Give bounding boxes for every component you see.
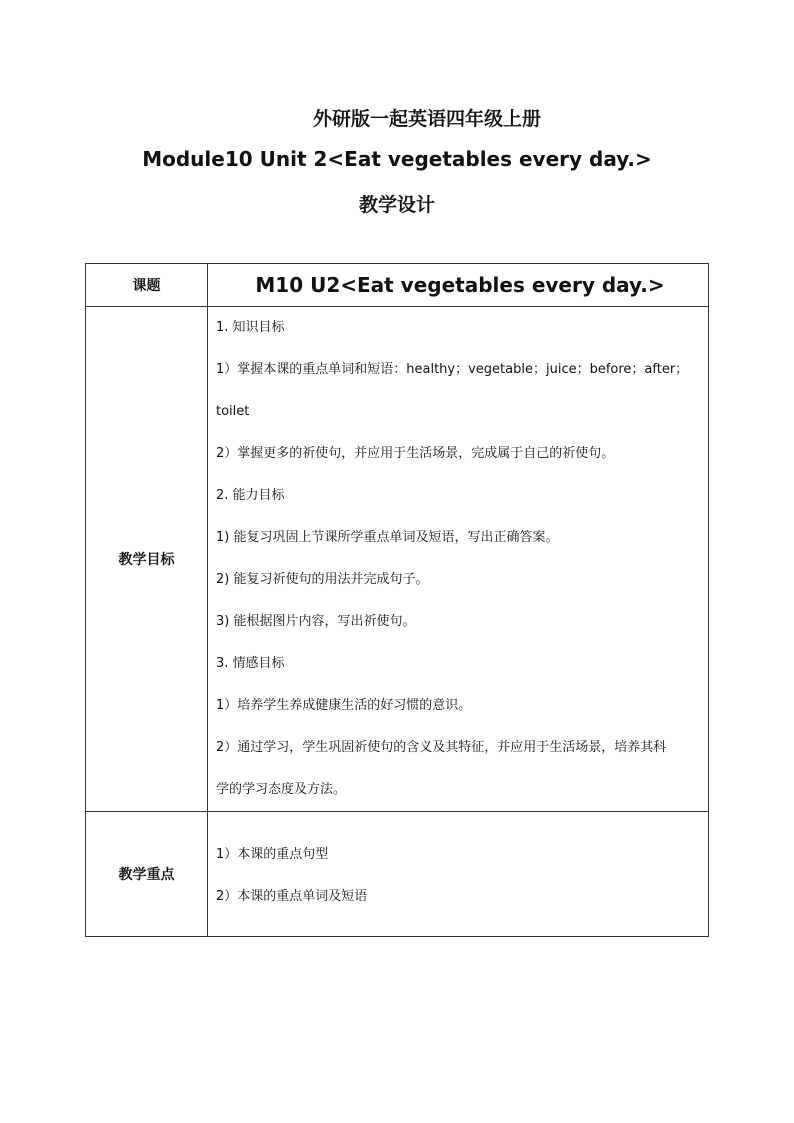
objectives-line: 2) 能复习祈使句的用法并完成句子。: [216, 572, 429, 587]
objectives-line: 学的学习态度及方法。: [216, 782, 347, 797]
objectives-line: 2）掌握更多的祈使句，并应用于生活场景，完成属于自己的祈使句。: [216, 446, 615, 461]
objectives-line: 1) 能复习巩固上节课所学重点单词及短语，写出正确答案。: [216, 530, 559, 545]
document-title-line-1: 外研版一起英语四年级上册: [312, 108, 541, 130]
topic-value: M10 U2<Eat vegetables every day.>: [208, 264, 709, 307]
objectives-line: 1）掌握本课的重点单词和短语：healthy；vegetable；juice；before；after；: [216, 362, 689, 377]
lesson-plan-table: [85, 263, 709, 937]
topic-label: 课题: [86, 264, 208, 307]
table-row-topic: [86, 264, 709, 307]
objectives-line: 2）通过学习，学生巩固祈使句的含义及其特征，并应用于生活场景，培养其科: [216, 740, 667, 755]
table-row-keypoints: [86, 812, 709, 937]
objectives-line: 1. 知识目标: [216, 320, 285, 335]
keypoints-label: 教学重点: [86, 812, 208, 937]
objectives-line: 3. 情感目标: [216, 656, 285, 671]
objectives-line: 3) 能根据图片内容，写出祈使句。: [216, 614, 416, 629]
objectives-content: [208, 307, 709, 812]
keypoints-line: 1）本课的重点句型: [216, 847, 329, 862]
objectives-line: toilet: [216, 404, 250, 419]
table-row-objectives: [86, 307, 709, 812]
objectives-line: 1）培养学生养成健康生活的好习惯的意识。: [216, 698, 472, 713]
objectives-label: 教学目标: [86, 307, 208, 812]
objectives-line: 2. 能力目标: [216, 488, 285, 503]
document-title-line-3: 教学设计: [358, 194, 435, 216]
keypoints-line: 2）本课的重点单词及短语: [216, 889, 368, 904]
keypoints-content: [208, 812, 709, 937]
document-title-line-2: Module10 Unit 2<Eat vegetables every day.>: [142, 147, 652, 171]
